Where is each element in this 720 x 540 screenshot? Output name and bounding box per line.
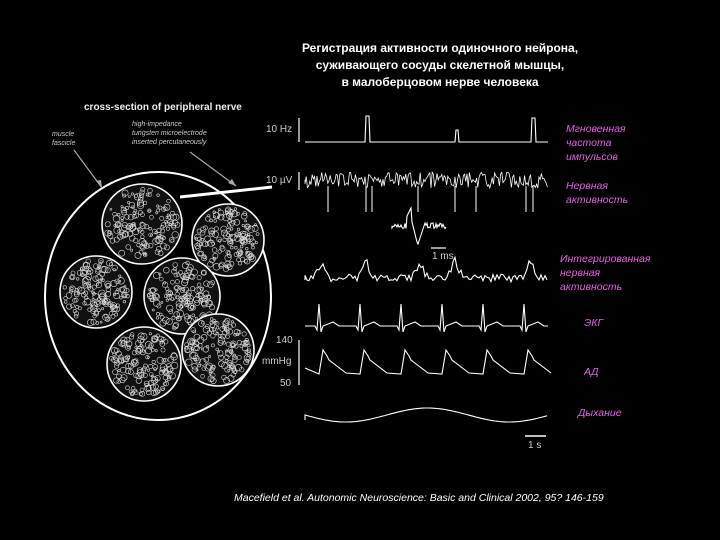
bp-low-label: 50 <box>280 378 292 389</box>
integrated-line-1: Интегрированная <box>560 253 651 265</box>
microelectrode <box>180 187 272 197</box>
electrode-arrowhead <box>228 179 236 186</box>
fascicle-label <box>52 130 75 148</box>
electrode-label-line-2: tungsten microelectrode <box>132 130 207 137</box>
instant-freq-label <box>566 122 626 164</box>
integrated-line-2: нервная <box>560 267 601 279</box>
instant-freq-line-1: Мгновенная <box>566 123 626 135</box>
nerve-heading: cross-section of peripheral nerve <box>84 102 242 113</box>
bp-unit-label: mmHg <box>262 356 292 367</box>
integrated-activity-trace <box>305 257 547 282</box>
fascicle-label-line-1: muscle <box>52 131 75 138</box>
instant-frequency-trace <box>305 116 548 142</box>
fascicles <box>60 184 264 401</box>
nerve-activity-line-2: активность <box>566 194 629 206</box>
bp-label: АД <box>584 366 599 378</box>
electrode-label-line-1: high-impedance <box>132 121 182 128</box>
title-line-3: в малоберцовом нерве человека <box>341 75 539 89</box>
electrode-label-line-3: inserted percutaneously <box>132 139 207 146</box>
nerve-activity-trace <box>305 172 547 212</box>
fascicle-arrowhead <box>96 180 102 188</box>
fascicle-label-line-2: fascicle <box>52 140 76 147</box>
slide-title <box>230 40 650 91</box>
nerve-cross-section <box>45 150 272 420</box>
instant-freq-line-3: импульсов <box>566 151 618 163</box>
respiration-trace <box>305 408 547 422</box>
nerve-activity-label <box>566 179 628 207</box>
ecg-trace <box>305 304 548 332</box>
recording-traces <box>305 116 551 422</box>
title-line-2: суживающего сосуды скелетной мышцы, <box>315 58 565 72</box>
electrode-label <box>132 120 207 147</box>
ecg-label: ЭКГ <box>584 317 604 329</box>
blood-pressure-trace <box>305 350 551 374</box>
time-scale-label: 1 s <box>528 440 542 451</box>
title-line-1: Регистрация активности одиночного нейрона, <box>301 41 579 55</box>
citation: Macefield et al. Autonomic Neuroscience: Basic and Clinical 2002, 95? 146-159 <box>234 492 604 504</box>
integrated-activity-label <box>560 252 651 294</box>
spike-time-scale-label: 1 ms <box>432 251 454 262</box>
integrated-line-3: активность <box>560 281 623 293</box>
nerve-noise <box>305 172 547 188</box>
respiration-label: Дыхание <box>578 407 622 419</box>
nerve-activity-line-1: Нервная <box>566 180 608 192</box>
instant-freq-line-2: частота <box>566 137 612 149</box>
electrode-pointer-arrow <box>190 152 236 186</box>
freq-scale-label: 10 Hz <box>266 124 293 135</box>
bp-high-label: 140 <box>276 335 293 346</box>
voltage-scale-label: 10 µV <box>266 175 293 186</box>
spike-waveform-trace <box>392 208 446 244</box>
